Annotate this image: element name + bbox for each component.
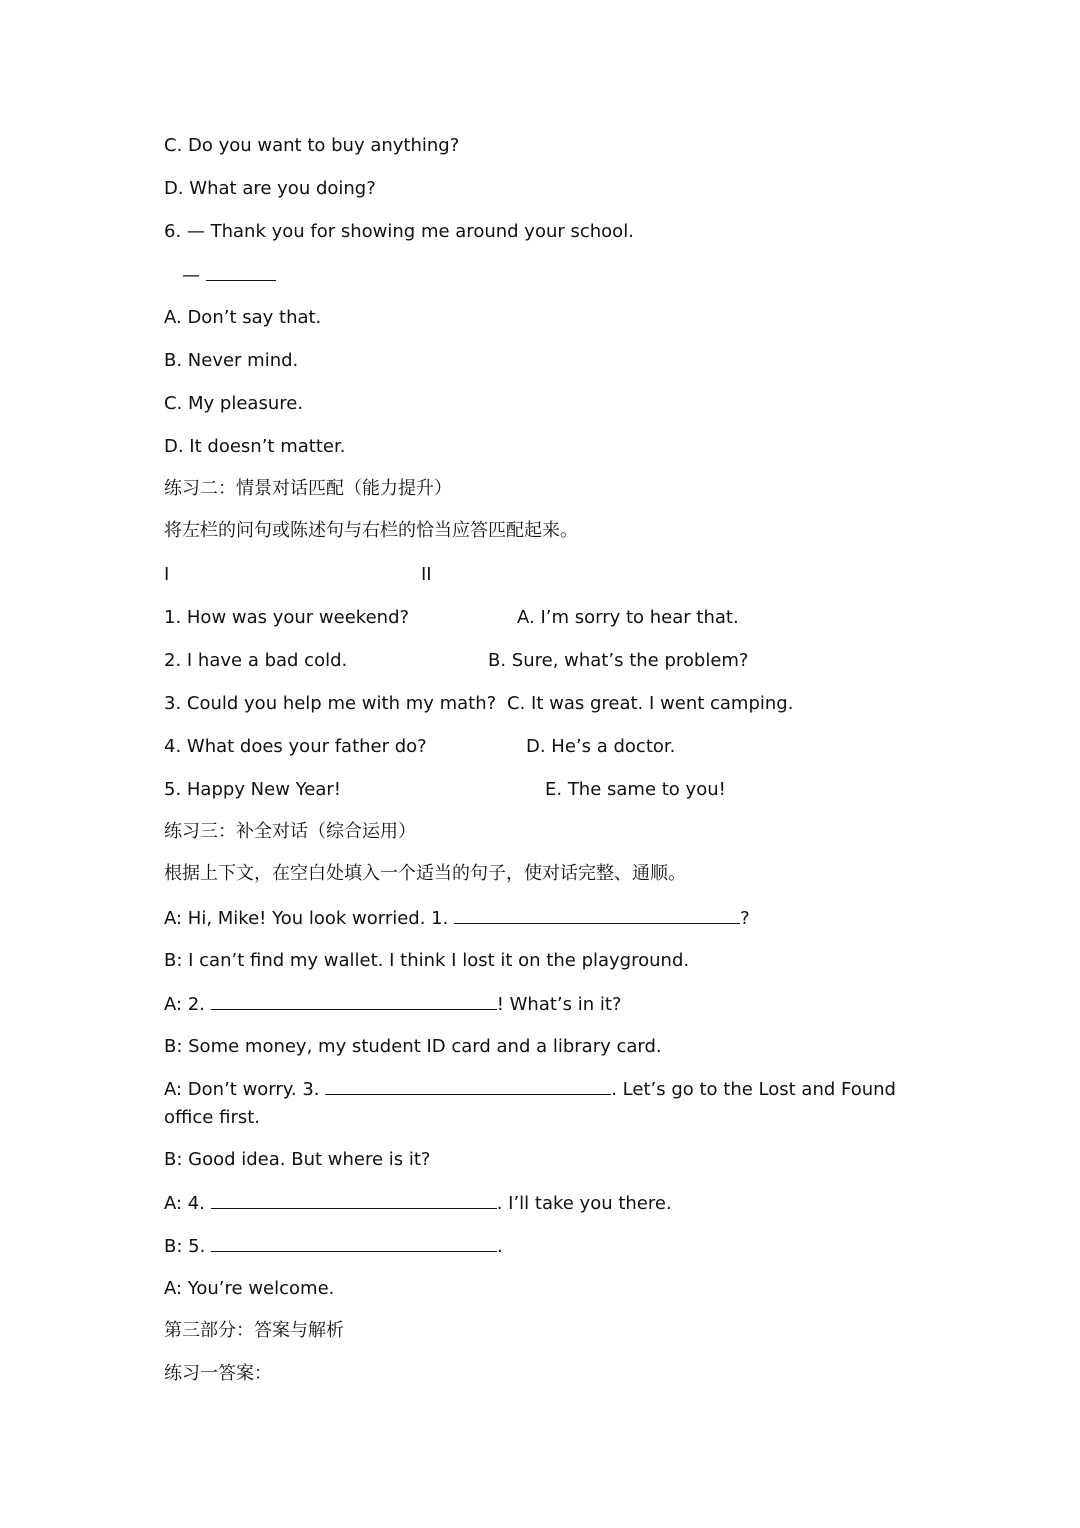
dialogue-text: ?	[740, 908, 750, 929]
dialogue-line	[164, 1190, 672, 1217]
section-instruction: 根据上下文，在空白处填入一个适当的句子，使对话完整、通顺。	[164, 863, 686, 884]
dialogue-line	[164, 905, 750, 932]
section-title: 练习三：补全对话（综合运用）	[164, 821, 416, 842]
column-header-right: II	[421, 564, 432, 585]
answer-blank[interactable]	[325, 1076, 611, 1095]
match-left-item: 4. What does your father do?	[164, 736, 427, 757]
option-line: D. What are you doing?	[164, 178, 376, 199]
dialogue-line	[164, 1076, 904, 1132]
dialogue-line	[164, 991, 621, 1018]
answer-label: 练习一答案：	[164, 1363, 272, 1384]
question-stem: 6. — Thank you for showing me around your school.	[164, 221, 634, 242]
option-line: A. Don’t say that.	[164, 307, 322, 328]
match-right-item: D. He’s a doctor.	[526, 736, 676, 757]
match-left-item: 3. Could you help me with my math?	[164, 693, 497, 714]
option-line: B. Never mind.	[164, 350, 299, 371]
match-left-item: 2. I have a bad cold.	[164, 650, 348, 671]
match-right-item: C. It was great. I went camping.	[507, 693, 794, 714]
dialogue-text: A: 4.	[164, 1193, 211, 1214]
dialogue-text: A: Hi, Mike! You look worried. 1.	[164, 908, 455, 929]
dialogue-line: B: Good idea. But where is it?	[164, 1149, 431, 1170]
match-left-item: 5. Happy New Year!	[164, 779, 341, 800]
answer-blank[interactable]	[211, 1233, 497, 1252]
option-line: C. Do you want to buy anything?	[164, 135, 460, 156]
section-instruction: 将左栏的问句或陈述句与右栏的恰当应答匹配起来。	[164, 520, 578, 541]
dialogue-text: A: Don’t worry. 3.	[164, 1079, 326, 1100]
dialogue-text: .	[497, 1236, 503, 1257]
dialogue-line: A: You’re welcome.	[164, 1278, 335, 1299]
match-right-item: E. The same to you!	[545, 779, 726, 800]
reply-blank-line	[182, 262, 276, 289]
option-line: C. My pleasure.	[164, 393, 304, 414]
answer-blank[interactable]	[211, 1190, 497, 1209]
dialogue-text: . I’ll take you there.	[496, 1193, 672, 1214]
dialogue-line: B: I can’t find my wallet. I think I lost it on the playground.	[164, 950, 690, 971]
reply-dash: —	[182, 265, 200, 286]
answer-blank[interactable]	[206, 262, 276, 281]
option-line: D. It doesn’t matter.	[164, 436, 346, 457]
match-right-item: A. I’m sorry to hear that.	[517, 607, 739, 628]
part-title: 第三部分：答案与解析	[164, 1320, 344, 1341]
column-header-left: I	[164, 564, 170, 585]
match-left-item: 1. How was your weekend?	[164, 607, 410, 628]
match-right-item: B. Sure, what’s the problem?	[488, 650, 749, 671]
answer-blank[interactable]	[211, 991, 497, 1010]
answer-blank[interactable]	[454, 905, 740, 924]
dialogue-text: B: 5.	[164, 1236, 212, 1257]
dialogue-text: ! What’s in it?	[496, 994, 622, 1015]
dialogue-text: . Let’s go to the Lost and Found office first.	[164, 1079, 896, 1128]
dialogue-line: B: Some money, my student ID card and a library card.	[164, 1036, 662, 1057]
dialogue-line	[164, 1233, 503, 1260]
section-title: 练习二：情景对话匹配（能力提升）	[164, 478, 452, 499]
dialogue-text: A: 2.	[164, 994, 211, 1015]
